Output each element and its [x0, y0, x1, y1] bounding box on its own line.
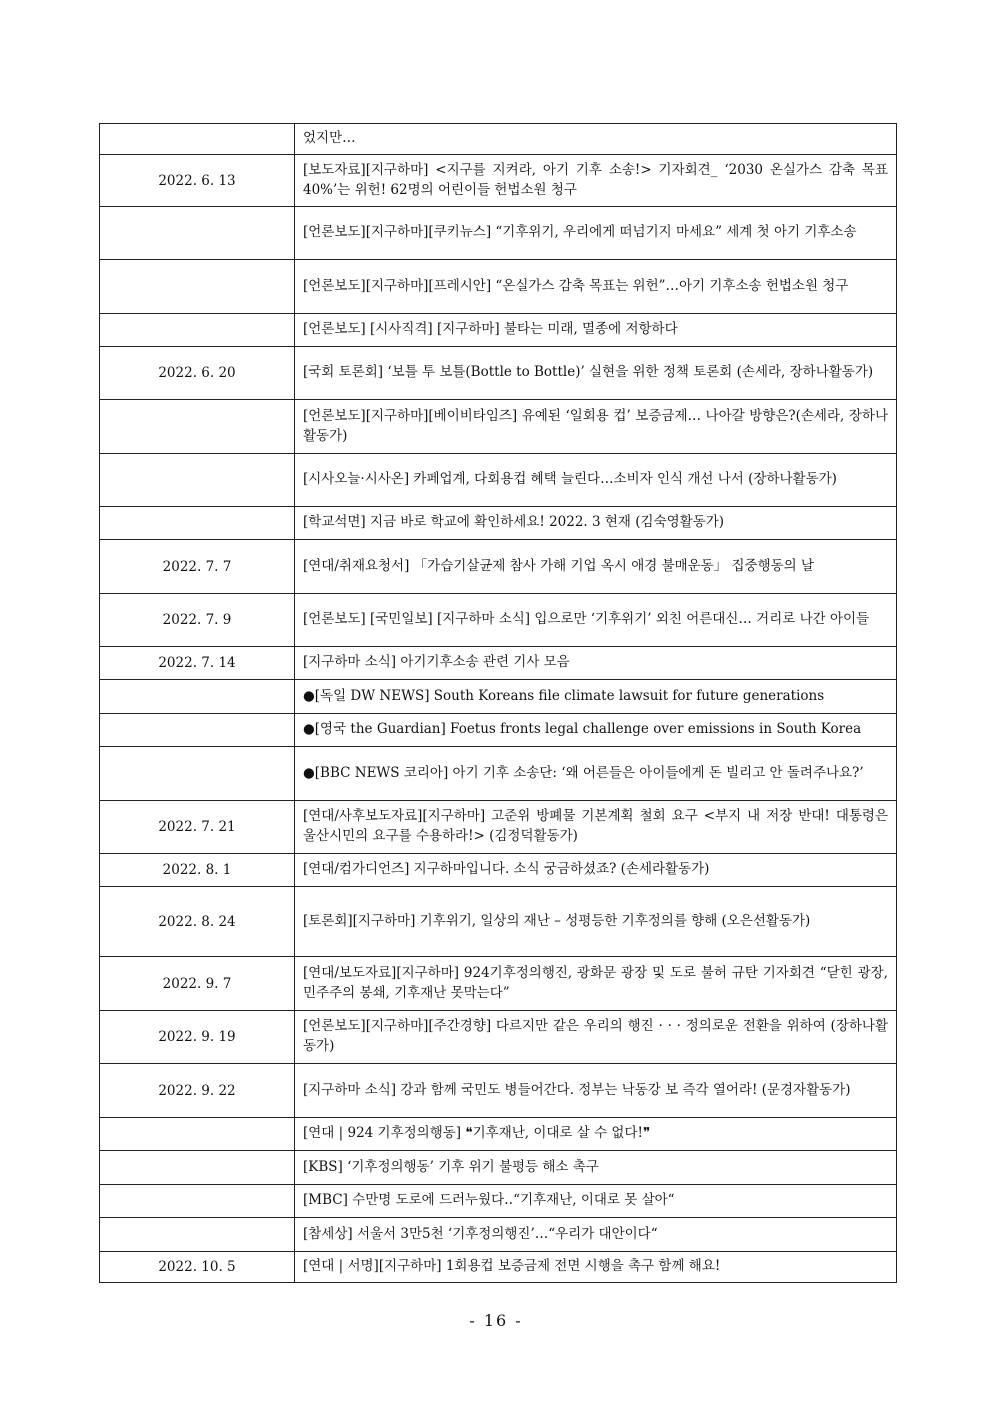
- row-content: [언론보도] [시사직격] [지구하마] 불타는 미래, 멸종에 저항하다: [295, 314, 897, 347]
- table-row: [100, 887, 897, 957]
- row-content: [토론회][지구하마] 기후위기, 일상의 재난 – 성평등한 기후정의를 향해 (오은선활동가): [295, 887, 897, 957]
- table-row: [100, 957, 897, 1011]
- table-row: [100, 594, 897, 647]
- table-row: [100, 714, 897, 747]
- row-content: [연대 | 서명][지구하마] 1회용컵 보증금제 전면 시행을 촉구 함께 해요!: [295, 1252, 897, 1283]
- table-row: [100, 854, 897, 887]
- row-content: ●[독일 DW NEWS] South Koreans file climate lawsuit for future generations: [295, 680, 897, 714]
- row-date: 2022. 8. 1: [100, 854, 295, 887]
- row-content: [보도자료][지구하마] <지구를 지켜라, 아기 기후 소송!> 기자회견_ ‘2030 온실가스 감축 목표 40%’는 위헌! 62명의 어린이들 헌법소원 청구: [295, 155, 897, 207]
- row-content: [국회 토론회] ‘보틀 투 보틀(Bottle to Bottle)’ 실현을 위한 정책 토론회 (손세라, 장하나활동가): [295, 347, 897, 400]
- table-row: [100, 454, 897, 507]
- row-content: [지구하마 소식] 아기기후소송 관련 기사 모음: [295, 647, 897, 680]
- row-date: [100, 747, 295, 801]
- row-content: [언론보도][지구하마][주간경향] 다르지만 같은 우리의 행진 · · · 정의로운 전환을 위하여 (장하나활동가): [295, 1011, 897, 1064]
- row-content: ●[영국 the Guardian] Foetus fronts legal challenge over emissions in South Korea: [295, 714, 897, 747]
- row-date: [100, 1151, 295, 1185]
- row-date: 2022. 7. 14: [100, 647, 295, 680]
- row-content: [지구하마 소식] 강과 함께 국민도 병들어간다. 정부는 낙동강 보 즉각 열어라! (문경자활동가): [295, 1064, 897, 1118]
- row-content: [언론보도][지구하마][프레시안] “온실가스 감축 목표는 위헌”…아기 기후소송 헌법소원 청구: [295, 260, 897, 314]
- table-row: [100, 314, 897, 347]
- table-row: [100, 1218, 897, 1252]
- row-date: [100, 714, 295, 747]
- row-date: 2022. 9. 19: [100, 1011, 295, 1064]
- row-date: 2022. 6. 13: [100, 155, 295, 207]
- row-date: 2022. 9. 7: [100, 957, 295, 1011]
- row-date: 2022. 7. 9: [100, 594, 295, 647]
- table-row: [100, 1185, 897, 1218]
- row-date: [100, 124, 295, 155]
- row-content: [연대/컴가디언즈] 지구하마입니다. 소식 궁금하셨죠? (손세라활동가): [295, 854, 897, 887]
- table-row: [100, 647, 897, 680]
- row-date: 2022. 8. 24: [100, 887, 295, 957]
- table-row: [100, 1011, 897, 1064]
- table-row: [100, 1118, 897, 1151]
- table-row: [100, 747, 897, 801]
- page-number: - 16 -: [469, 1311, 523, 1330]
- row-date: [100, 314, 295, 347]
- table-row: [100, 260, 897, 314]
- row-content: [학교석면] 지금 바로 학교에 확인하세요! 2022. 3 현재 (김숙영활동가): [295, 507, 897, 540]
- row-date: [100, 207, 295, 260]
- table-row: [100, 680, 897, 714]
- table-row: [100, 400, 897, 454]
- row-date: 2022. 10. 5: [100, 1252, 295, 1283]
- table-row: [100, 507, 897, 540]
- table-row: [100, 155, 897, 207]
- row-date: 2022. 6. 20: [100, 347, 295, 400]
- row-content: [언론보도][지구하마][쿠키뉴스] “기후위기, 우리에게 떠넘기지 마세요” 세계 첫 아기 기후소송: [295, 207, 897, 260]
- row-content: [시사오늘·시사온] 카페업계, 다회용컵 혜택 늘린다…소비자 인식 개선 나서 (장하나활동가): [295, 454, 897, 507]
- table-row: [100, 540, 897, 594]
- row-content: [언론보도][지구하마][베이비타임즈] 유예된 ‘일회용 컵’ 보증금제… 나아갈 방향은?(손세라, 장하나활동가): [295, 400, 897, 454]
- row-date: 2022. 9. 22: [100, 1064, 295, 1118]
- row-date: [100, 1185, 295, 1218]
- row-content: ●[BBC NEWS 코리아] 아기 기후 소송단: ‘왜 어른들은 아이들에게 돈 빌리고 안 돌려주나요?’: [295, 747, 897, 801]
- row-date: [100, 1218, 295, 1252]
- row-content: [MBC] 수만명 도로에 드러누웠다‥“기후재난, 이대로 못 살아“: [295, 1185, 897, 1218]
- activity-table-body: [100, 124, 897, 1283]
- activity-table: [99, 123, 897, 1283]
- table-row: [100, 124, 897, 155]
- row-date: [100, 454, 295, 507]
- table-row: [100, 347, 897, 400]
- row-content: 었지만…: [295, 124, 897, 155]
- row-date: [100, 1118, 295, 1151]
- row-content: [연대/보도자료][지구하마] 924기후정의행진, 광화문 광장 및 도로 불허 규탄 기자회견 “닫힌 광장, 민주주의 봉쇄, 기후재난 못막는다”: [295, 957, 897, 1011]
- row-date: [100, 400, 295, 454]
- row-date: [100, 680, 295, 714]
- row-content: [연대 | 924 기후정의행동] ❝기후재난, 이대로 살 수 없다!❞: [295, 1118, 897, 1151]
- row-content: [연대/사후보도자료][지구하마] 고준위 방폐물 기본계획 철회 요구 <부지 내 저장 반대! 대통령은 울산시민의 요구를 수용하라!> (김정덕활동가): [295, 801, 897, 854]
- row-content: [연대/취재요청서] 「가습기살균제 참사 가해 기업 옥시 애경 불매운동」 집중행동의 날: [295, 540, 897, 594]
- table-row: [100, 801, 897, 854]
- row-date: [100, 507, 295, 540]
- row-content: [참세상] 서울서 3만5천 ‘기후정의행진’…“우리가 대안이다“: [295, 1218, 897, 1252]
- row-date: 2022. 7. 21: [100, 801, 295, 854]
- table-row: [100, 1064, 897, 1118]
- table-row: [100, 1151, 897, 1185]
- row-content: [KBS] ‘기후정의행동’ 기후 위기 불평등 해소 촉구: [295, 1151, 897, 1185]
- row-date: [100, 260, 295, 314]
- table-row: [100, 207, 897, 260]
- row-content: [언론보도] [국민일보] [지구하마 소식] 입으로만 ‘기후위기’ 외친 어른대신… 거리로 나간 아이들: [295, 594, 897, 647]
- row-date: 2022. 7. 7: [100, 540, 295, 594]
- table-row: [100, 1252, 897, 1283]
